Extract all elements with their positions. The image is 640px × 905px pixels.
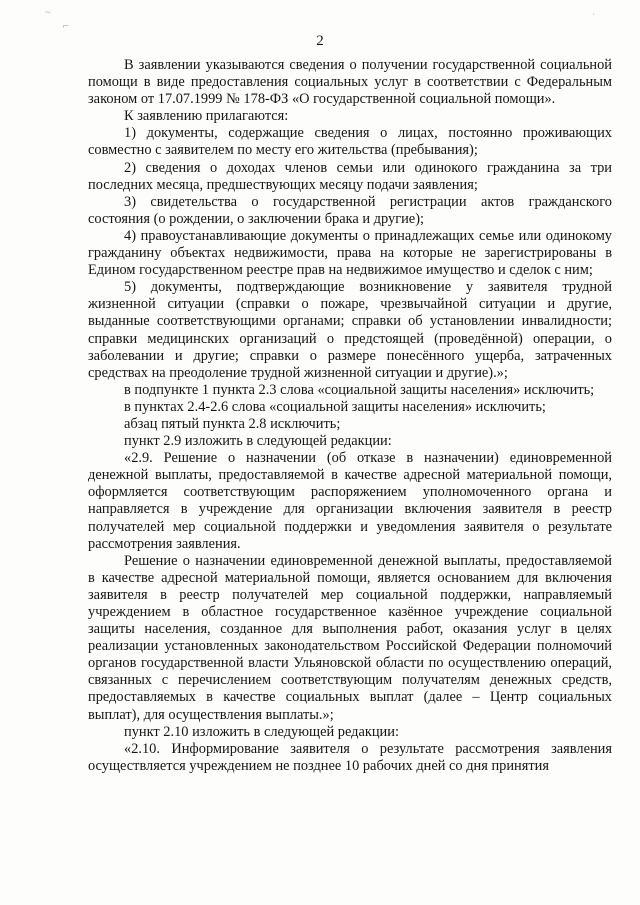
list-item: 3) свидетельства о государственной регистрации актов гражданского состояния (о рождении, о заключении брака и другие);	[88, 193, 612, 227]
paragraph: «2.9. Решение о назначении (об отказе в назначении) единовременной денежной выплаты, предоставляемой в качестве адресной материальной помощи, оформляется соответствующим распоряжением уполномоченного органа и направляется в учреждение для организации включения заявителя в реестр получателей мер социальной поддержки и уведомления заявителя о результате рассмотрения заявления.	[88, 450, 612, 552]
list-item: 1) документы, содержащие сведения о лицах, постоянно проживающих совместно с заявителем по месту его жительства (пребывания);	[88, 125, 612, 159]
paragraph: в подпункте 1 пункта 2.3 слова «социальной защиты населения» исключить;	[124, 381, 595, 398]
scan-artifact: ~	[44, 8, 52, 18]
page-number: 2	[316, 33, 324, 49]
scan-artifact: ⌐	[62, 22, 70, 32]
document-body	[88, 57, 612, 775]
paragraph: пункт 2.10 изложить в следующей редакции:	[124, 723, 399, 740]
list-item: 4) правоустанавливающие документы о принадлежащих семье или одинокому гражданину объектах недвижимости, права на которые не зарегистрированы в Едином государственном реестре прав на недвижимое имущество и сделок с ним;	[88, 227, 612, 279]
paragraph: Решение о назначении единовременной денежной выплаты, предоставляемой в качестве адресной материальной помощи, является основанием для включения заявителя в реестр получателей мер социальной поддержки, направляемый учреждением в областное государственное казённое учреждение социальной защиты населения, созданное для выполнения работ, оказания услуг в целях реализации установленных законодательством Российской Федерации полномочий органов государственной власти Ульяновской области по осуществлению операций, связанных с перечислением соответствующим получателям денежных средств, предоставляемых в качестве социальных выплат (далее – Центр социальных выплат), для осуществления выплаты.»;	[88, 552, 612, 723]
list-item: 5) документы, подтверждающие возникновение у заявителя трудной жизненной ситуации (справки о пожаре, чрезвычайной ситуации и другие, выданные соответствующими органами; справки об установлении инвалидности; справки медицинских организаций о предстоящей (проведённой) операции, о заболевании и другие; справки о размере понесённого ущерба, затраченных средствах на преодоление трудной жизненной ситуации и другие).»;	[88, 279, 612, 381]
paragraph: «2.10. Информирование заявителя о результате рассмотрения заявления осуществляется учреждением не позднее 10 рабочих дней со дня принятия	[88, 740, 612, 774]
paragraph: абзац пятый пункта 2.8 исключить;	[124, 415, 341, 432]
scan-artifact: ·	[592, 10, 595, 20]
list-item: 2) сведения о доходах членов семьи или одинокого гражданина за три последних месяца, предшествующих месяцу подачи заявления;	[88, 159, 612, 193]
paragraph: в пунктах 2.4-2.6 слова «социальной защиты населения» исключить;	[124, 398, 546, 415]
paragraph: В заявлении указываются сведения о получении государственной социальной помощи в виде предоставления социальных услуг в соответствии с Федеральным законом от 17.07.1999 № 178-ФЗ «О государственной социальной помощи».	[88, 57, 612, 108]
paragraph: К заявлению прилагаются:	[124, 108, 289, 125]
paragraph: пункт 2.9 изложить в следующей редакции:	[124, 433, 392, 450]
